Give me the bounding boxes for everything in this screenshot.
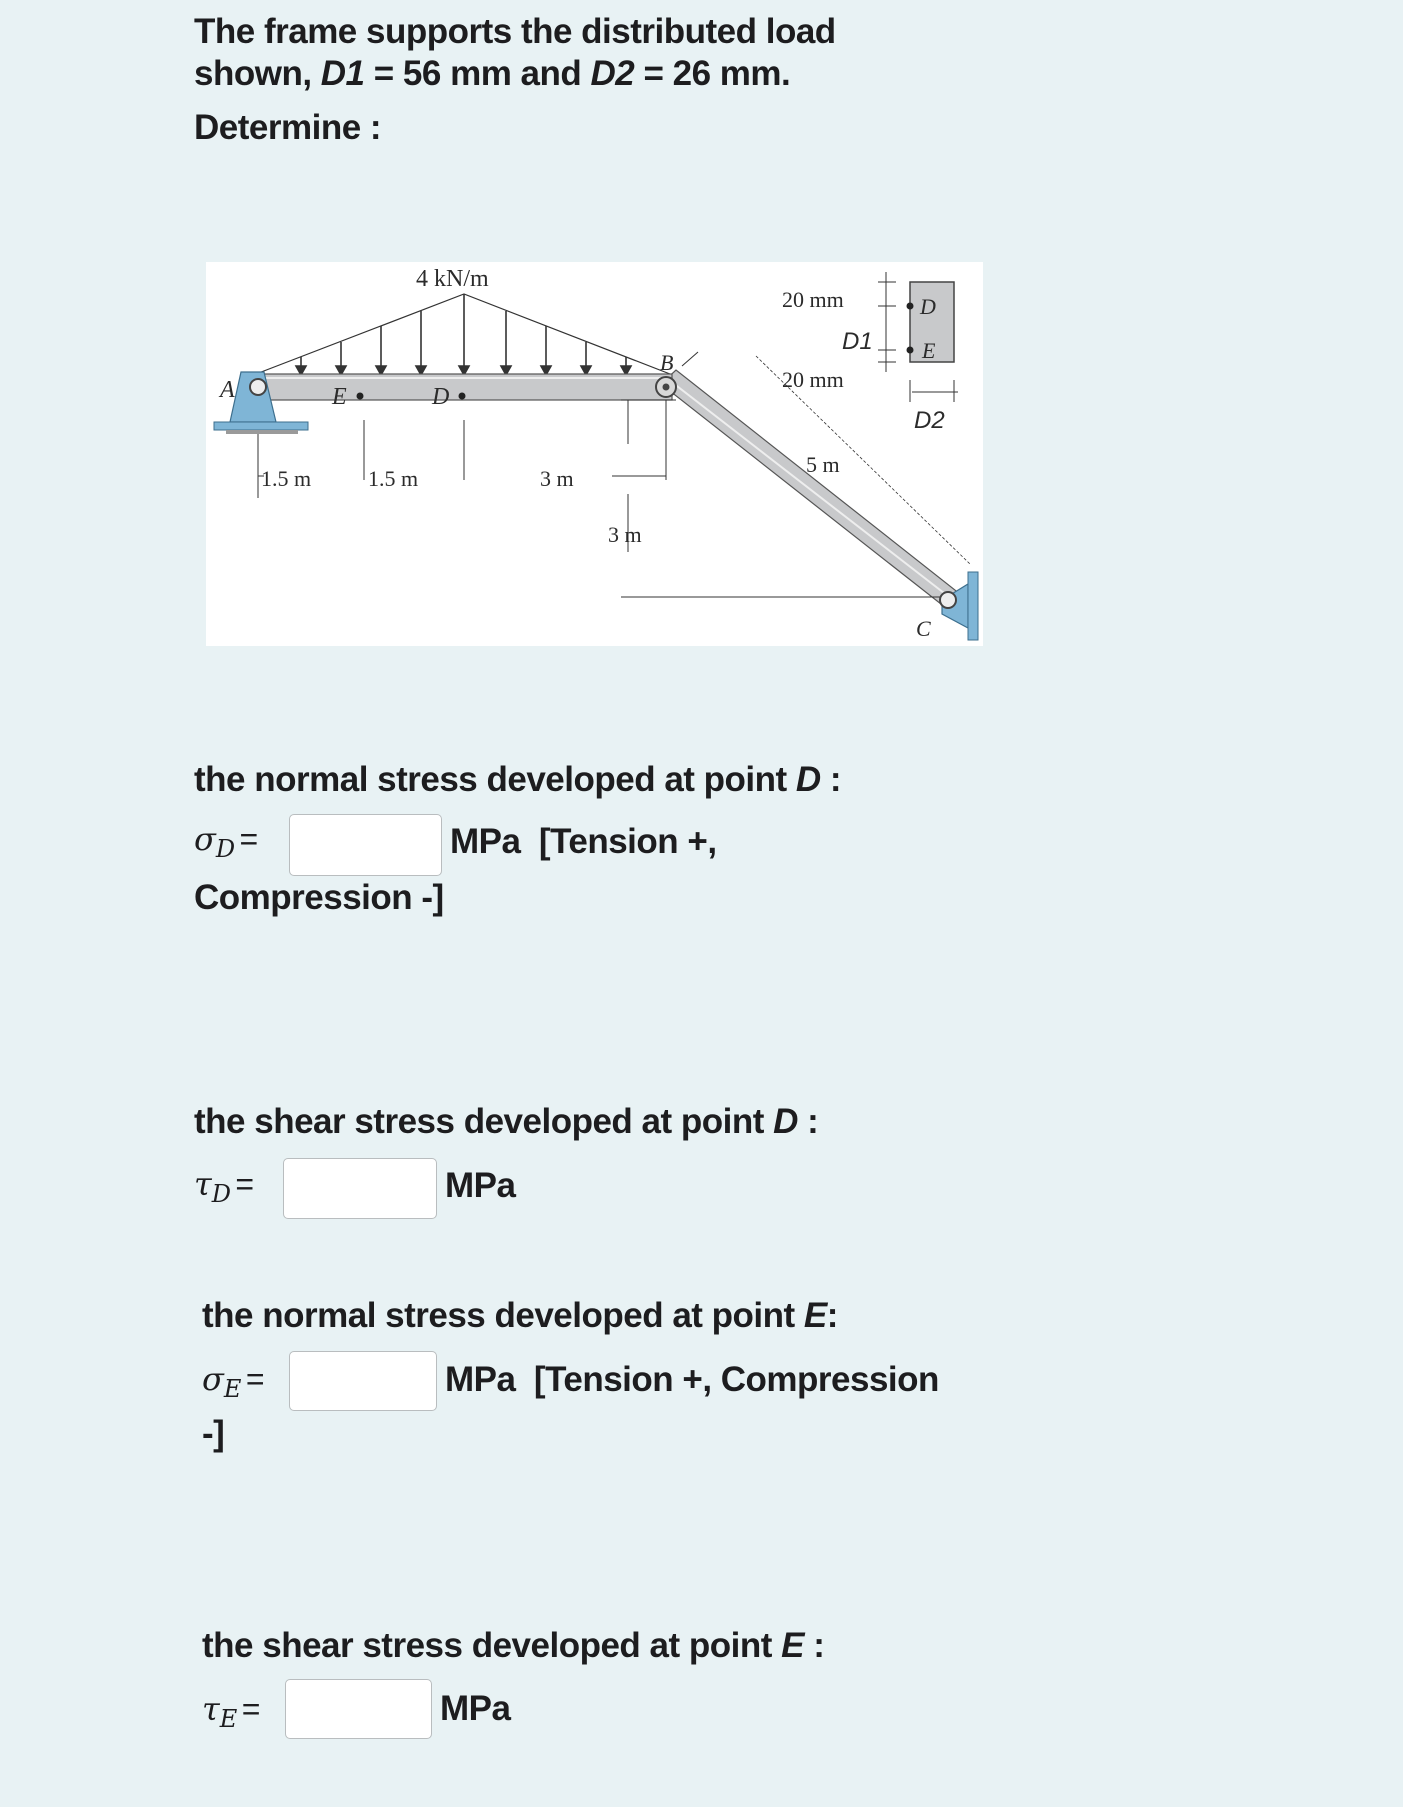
d2-value: = 26 mm. <box>634 54 791 93</box>
sigma-d-subscript: D <box>215 835 236 863</box>
question-1-colon: : <box>820 760 842 799</box>
question-3-sign-note-1: [Tension +, Compression <box>533 1360 939 1399</box>
figure-background <box>206 262 983 646</box>
point-e-marker <box>357 393 364 400</box>
point-d-marker <box>459 393 466 400</box>
sigma-e-greek: σ <box>202 1360 224 1398</box>
question-1-sign-note-2: Compression -] <box>194 878 444 917</box>
section-d2-label: D2 <box>914 407 945 434</box>
section-label-e: E <box>922 338 936 363</box>
question-1-point: D <box>795 760 821 799</box>
label-d: D <box>432 384 450 410</box>
tau-d-greek: τ <box>194 1165 212 1203</box>
question-2-colon: : <box>797 1102 819 1141</box>
question-3-unit: MPa <box>445 1360 516 1399</box>
question-3-prompt <box>202 1296 838 1336</box>
tau-d-symbol <box>194 1165 254 1208</box>
load-label: 4 kN/m <box>416 266 489 292</box>
question-1-unit: MPa <box>450 822 521 861</box>
determine-label: Determine : <box>194 108 382 147</box>
tau-d-subscript: D <box>211 1180 231 1208</box>
dim-height-label: 3 m <box>608 522 642 547</box>
question-3-text: the normal stress developed at point <box>202 1296 804 1335</box>
tau-e-equals: = <box>241 1691 261 1727</box>
sigma-e-input[interactable] <box>289 1351 437 1411</box>
sigma-d-input[interactable] <box>289 814 442 876</box>
sigma-d-greek: σ <box>194 820 216 858</box>
label-b: B <box>660 350 674 375</box>
question-1-text: the normal stress developed at point <box>194 760 796 799</box>
d1-variable: D1 <box>320 54 365 93</box>
dim-seg1-label: 1.5 m <box>261 466 312 491</box>
tau-d-input[interactable] <box>283 1158 437 1219</box>
question-4-text: the shear stress developed at point <box>202 1626 782 1665</box>
question-3-point: E <box>803 1296 827 1335</box>
pin-b-center <box>663 384 670 391</box>
sigma-e-equals: = <box>245 1361 265 1397</box>
section-top-label: 20 mm <box>782 287 844 312</box>
section-point-d <box>907 303 914 310</box>
sigma-e-subscript: E <box>223 1375 242 1403</box>
dim-seg2-label: 1.5 m <box>368 466 419 491</box>
problem-line-1: The frame supports the distributed load <box>194 12 836 51</box>
question-3-colon: : <box>826 1296 838 1335</box>
question-1-sign-note-1: [Tension +, <box>538 822 717 861</box>
tau-e-subscript: E <box>219 1705 238 1733</box>
tau-d-equals: = <box>235 1166 255 1202</box>
pin-a <box>250 379 266 395</box>
question-2-prompt <box>194 1102 818 1142</box>
question-2-unit: MPa <box>445 1166 516 1205</box>
frame-figure <box>206 262 983 646</box>
support-c-wall <box>968 572 978 640</box>
question-4-colon: : <box>803 1626 825 1665</box>
support-a-base <box>214 422 308 430</box>
sigma-e-symbol <box>202 1360 265 1403</box>
label-e: E <box>332 384 347 410</box>
dim-seg3-label: 3 m <box>540 466 574 491</box>
label-a: A <box>220 377 235 403</box>
question-1-unit-note <box>450 822 717 862</box>
section-label-d: D <box>920 294 936 319</box>
problem-line-2-start: shown, <box>194 54 321 93</box>
question-1-prompt <box>194 760 841 800</box>
section-point-e <box>907 347 914 354</box>
tau-e-symbol <box>202 1690 260 1733</box>
d1-value: = 56 mm and <box>364 54 591 93</box>
section-d1-label: D1 <box>842 328 873 355</box>
sigma-d-equals: = <box>239 821 259 857</box>
sigma-d-symbol <box>194 820 258 863</box>
tau-e-greek: τ <box>202 1690 220 1728</box>
question-2-text: the shear stress developed at point <box>194 1102 774 1141</box>
question-3-unit-note <box>445 1360 939 1400</box>
support-a-ground <box>226 430 298 434</box>
pin-c <box>940 592 956 608</box>
tau-e-input[interactable] <box>285 1679 432 1739</box>
d2-variable: D2 <box>590 54 635 93</box>
problem-line-2 <box>194 54 790 94</box>
question-3-sign-note-2: -] <box>202 1414 225 1453</box>
dim-bc-label: 5 m <box>806 452 840 477</box>
section-bottom-label: 20 mm <box>782 367 844 392</box>
label-c: C <box>916 616 931 641</box>
question-4-unit: MPa <box>440 1689 511 1728</box>
question-4-prompt <box>202 1626 824 1666</box>
question-2-point: D <box>773 1102 798 1141</box>
question-4-point: E <box>781 1626 804 1665</box>
